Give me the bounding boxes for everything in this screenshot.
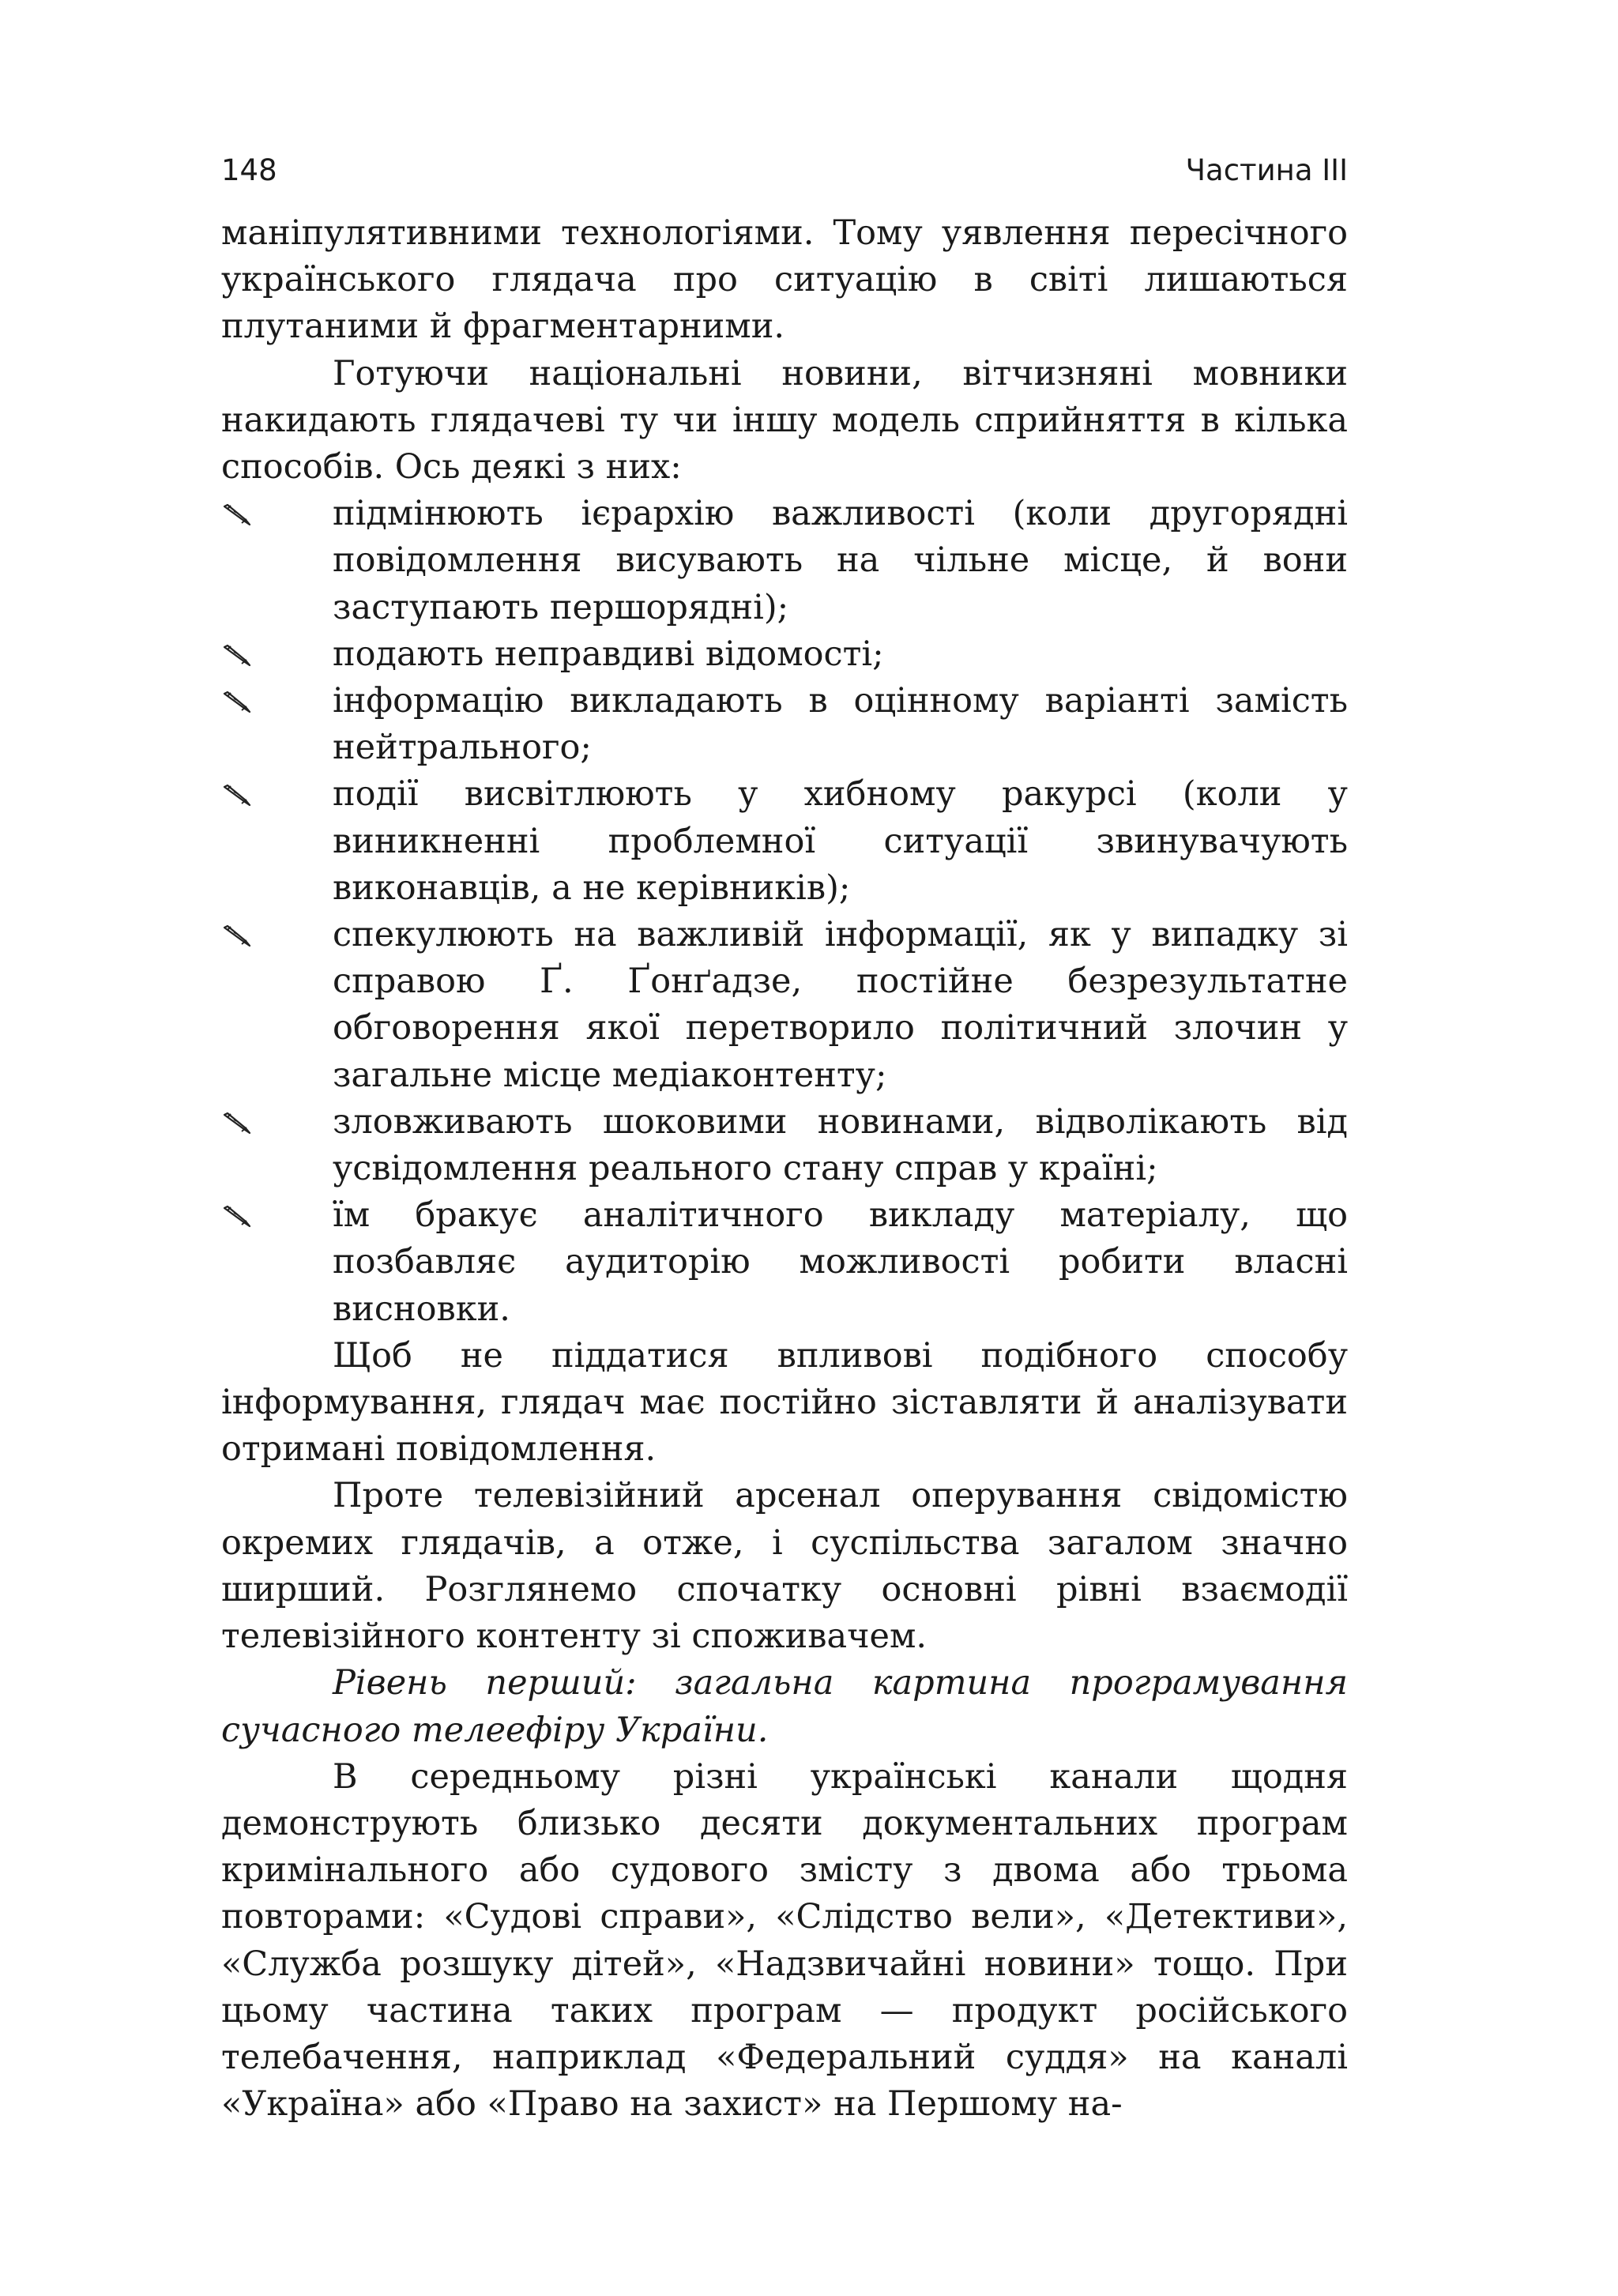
pencil-icon xyxy=(221,502,254,529)
list-item-text: підмінюють ієрархію важливості (коли другорядні повідомлення висувають на чільне місце, й вони заступають першорядні); xyxy=(333,494,1348,627)
list-item xyxy=(221,771,1348,912)
pencil-icon xyxy=(221,689,254,716)
pencil-icon xyxy=(221,1203,254,1230)
body-text xyxy=(221,210,1348,2128)
page-number: 148 xyxy=(221,153,277,187)
paragraph: Щоб не піддатися впливові подібного способу інформування, глядач має постійно зіставляти й аналізувати отримані повідомлення. xyxy=(221,1335,1348,1470)
list-item xyxy=(221,678,1348,771)
pencil-icon xyxy=(221,782,254,809)
paragraph: В середньому різні українські канали щодня демонструють близько десяти документальних програм кримінального або судового змісту з двома або трьома повторами: «Судові справи», «Слідство вели», «Детективи», «Служба розшуку дітей», «Надзвичайні новини» тощо. При цьому частина таких програм — продукт російського телебачення, наприклад «Федеральний суддя» на каналі «Україна» або «Право на захист» на Першому на- xyxy=(221,1756,1348,2125)
list-item xyxy=(221,1192,1348,1333)
pencil-icon xyxy=(221,1110,254,1137)
page-header xyxy=(221,147,1348,194)
paragraph: маніпулятивними технологіями. Тому уявлення пересічного українського глядача про ситуацію в світі лишаються плутаними й фрагментарними. xyxy=(221,213,1348,347)
list-item xyxy=(221,631,1348,678)
section-heading: Рівень перший: загальна картина програмування сучасного телеефіру України. xyxy=(221,1663,1348,1750)
list-item-text: зловживають шоковими новинами, відволікають від усвідомлення реального стану справ у країні; xyxy=(333,1101,1348,1189)
list-item-text: інформацію викладають в оцінному варіанті замість нейтрального; xyxy=(333,681,1348,768)
bullet-list xyxy=(221,491,1348,1333)
list-item-text: події висвітлюють у хибному ракурсі (коли у виникненні проблемної ситуації звинувачують виконавців, а не керівників); xyxy=(333,774,1348,908)
pencil-icon xyxy=(221,923,254,950)
list-item-text: їм бракує аналітичного викладу матеріалу, що позбавляє аудиторію можливості робити власні висновки. xyxy=(333,1195,1348,1329)
running-head: Частина III xyxy=(1185,153,1348,187)
list-item xyxy=(221,491,1348,631)
list-item-text: подають неправдиві відомості; xyxy=(333,634,884,674)
paragraph: Готуючи національні новини, вітчизняні мовники накидають глядачеві ту чи іншу модель сприйняття в кілька способів. Ось деякі з них: xyxy=(221,353,1348,487)
list-item-text: спекулюють на важливій інформації, як у випадку зі справою Ґ. Ґонґадзе, постійне безрезультатне обговорення якої перетворило політичний злочин у загальне місце медіаконтенту; xyxy=(333,915,1348,1095)
pencil-icon xyxy=(221,642,254,669)
list-item xyxy=(221,912,1348,1099)
paragraph: Проте телевізійний арсенал оперування свідомістю окремих глядачів, а отже, і суспільства загалом значно ширший. Розглянемо спочатку основні рівні взаємодії телевізійного контенту зі споживачем. xyxy=(221,1476,1348,1657)
list-item xyxy=(221,1099,1348,1192)
